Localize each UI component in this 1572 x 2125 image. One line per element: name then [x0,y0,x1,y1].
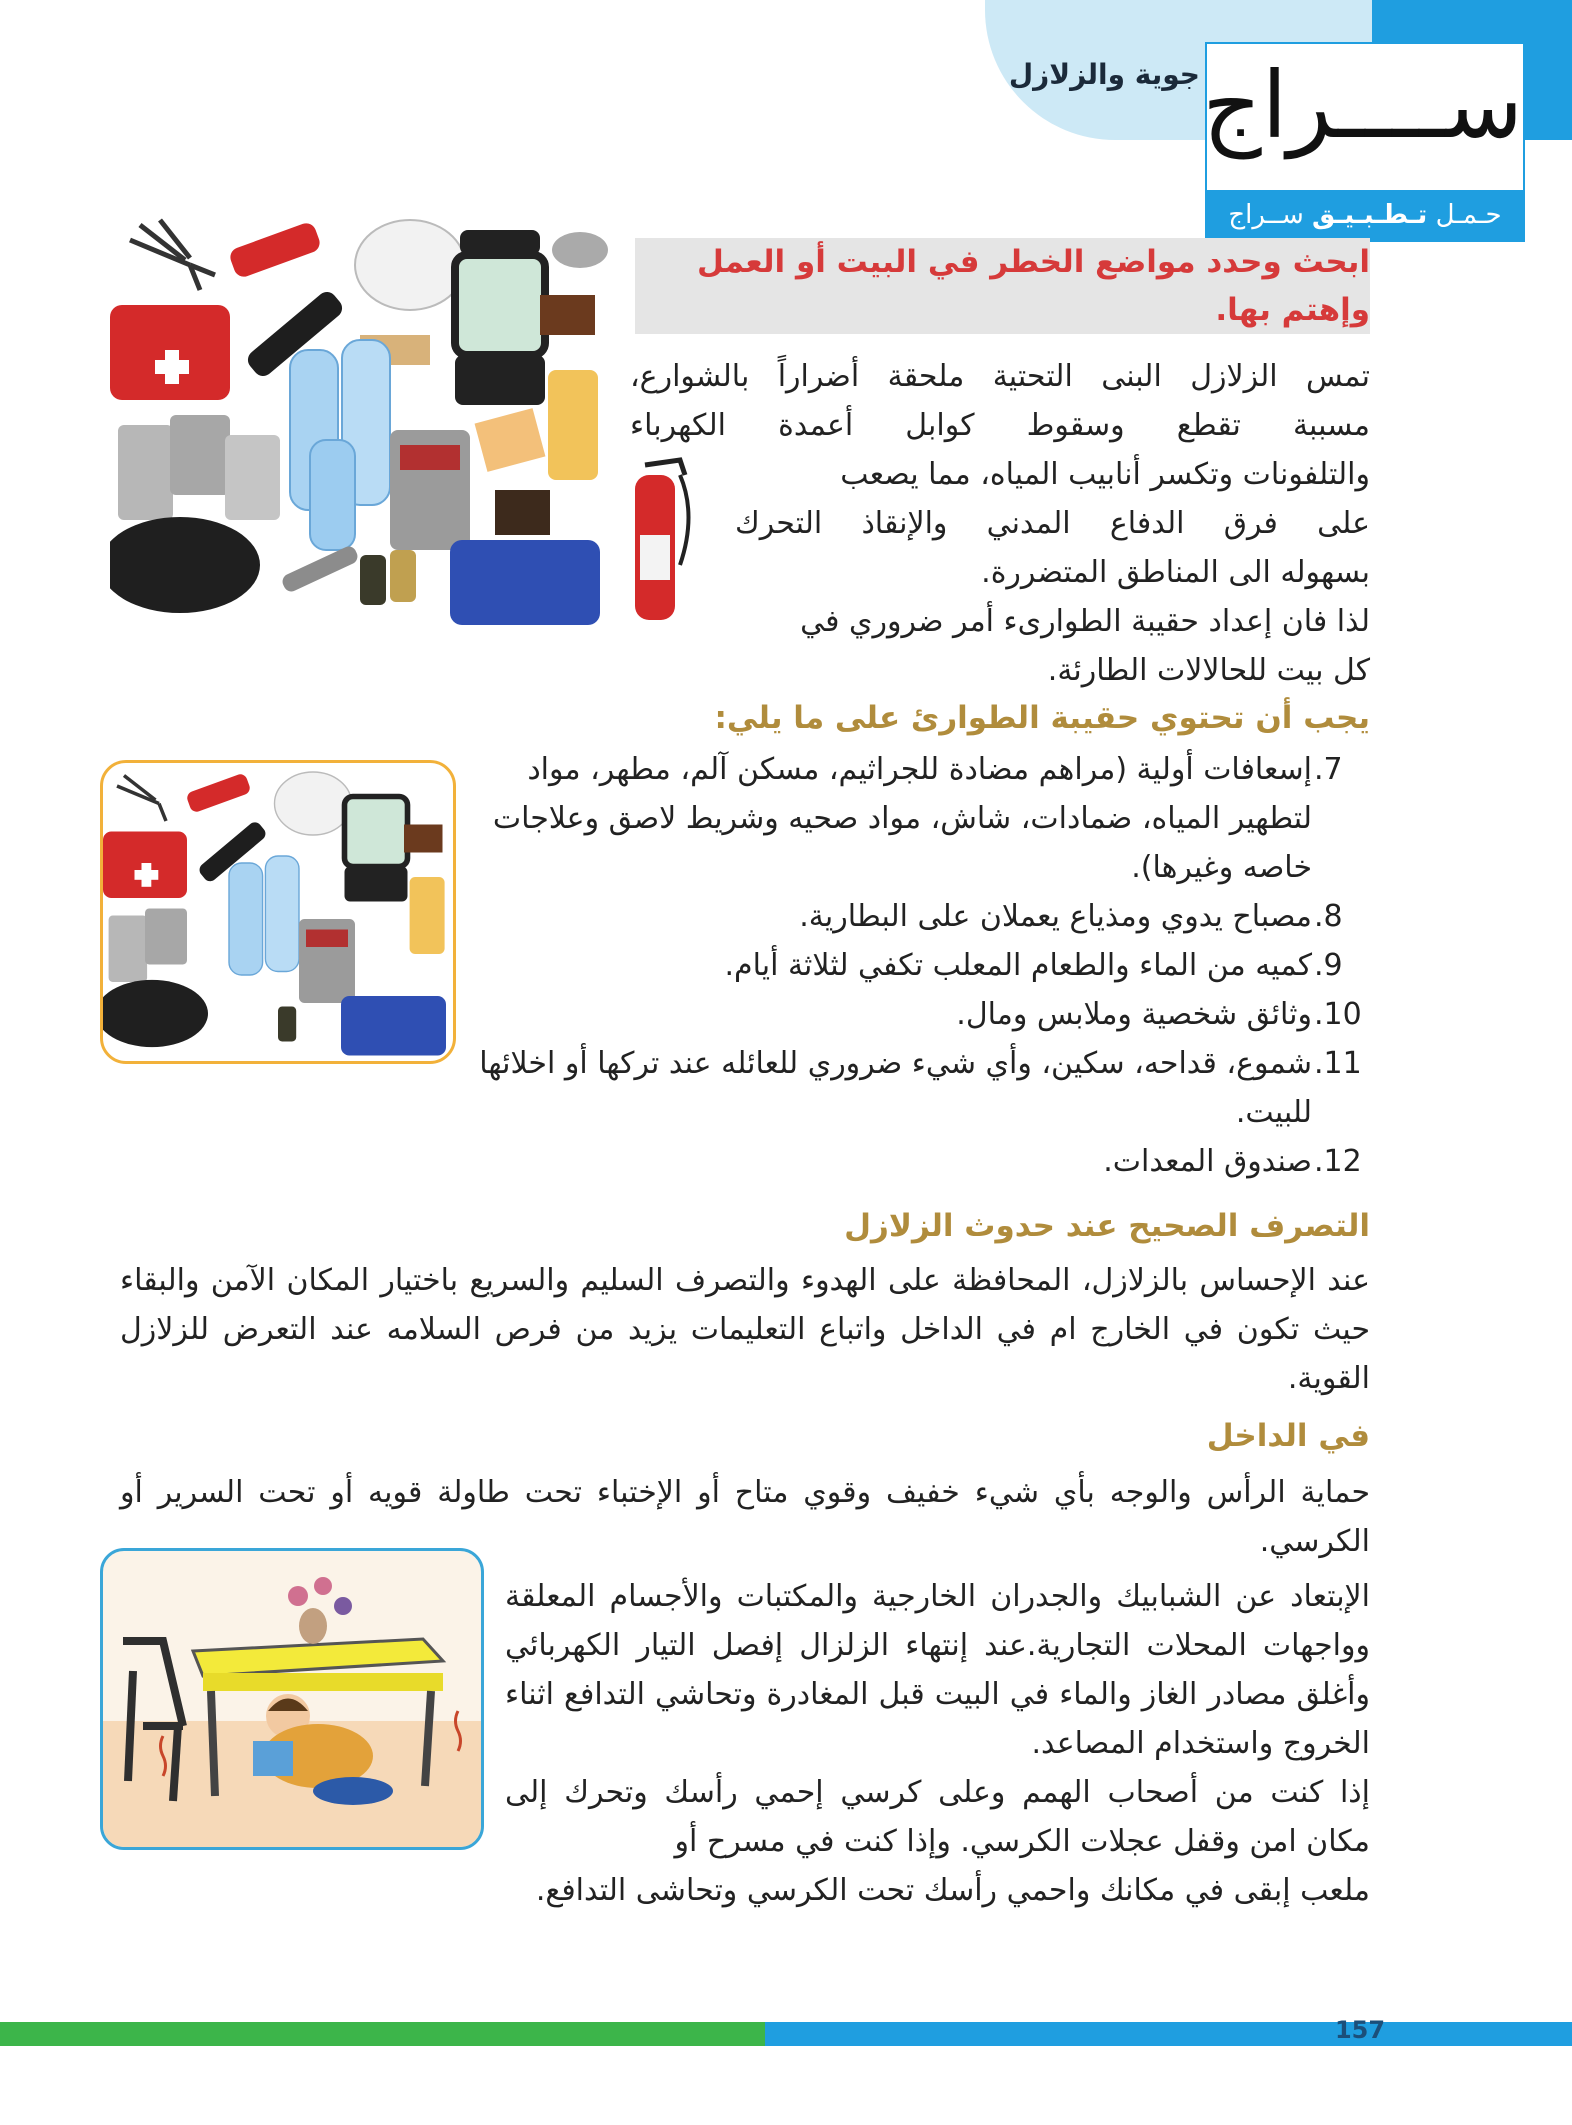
behavior-heading: التصرف الصحيح عند حدوث الزلازل [844,1208,1370,1244]
inside-paragraph-2: الإبتعاد عن الشبابيك والجدران الخارجية والمكتبات والأجسام المعلقة وواجهات المحلات التجارية.عند إنتهاء الزلزال إفصل التيار الكهربائي وأغلق مصادر الغاز والماء في البيت قبل المغادرة وتحاشي التدافع اثناء الخروج واستخدام المصاعد. [505,1579,1370,1761]
chapter-title: جوية والزلازل [1008,58,1200,91]
list-item: 11. شموع، قداحه، سكين، وأي شيء ضروري للعائله عند تركها أو اخلائها للبيت. [479,1046,1362,1130]
footer-bar-blue [765,2022,1572,2046]
siraj-logo[interactable] [1202,42,1525,242]
list-item: 10. وثائق شخصية وملابس ومال. [956,997,1362,1032]
list-item: 9. كميه من الماء والطعام المعلب تكفي لثلاثة أيام. [724,948,1343,983]
intro-paragraph-cont-1: والتلفونات وتكسر أنابيب المياه، مما يصعب [840,457,1370,492]
kit-heading: يجب أن تحتوي حقيبة الطوارئ على ما يلي: [714,700,1370,736]
hazard-heading: ابحث وحدد مواضع الخطر في البيت أو العمل وإهتم بها. [635,238,1370,334]
kit-image-small [100,760,456,1064]
inside-paragraph-3: إذا كنت من أصحاب الهمم وعلى كرسي إحمي رأسك وتحرك إلى مكان امن وقفل عجلات الكرسي. وإذا كنت في مسرح أو [505,1775,1370,1859]
kit-list [470,745,1370,1186]
list-item: 12. صندوق المعدات. [1103,1144,1362,1179]
list-item: 8. مصباح يدوي ومذياع يعملان على البطارية. [799,899,1343,934]
behavior-paragraph: عند الإحساس بالزلازل، المحافظة على الهدوء والتصرف السليم والسريع باختيار المكان الآمن والبقاء حيث تكون في الخارج ام في الداخل واتباع التعليمات يزيد من فرص السلامه عند التعرض للزلازل القوية. [120,1263,1370,1396]
inside-heading: في الداخل [1206,1418,1370,1454]
page-number: 157 [1334,2016,1386,2044]
emergency-kit-image [110,210,610,630]
intro-paragraph: تمس الزلازل البنى التحتية ملحقة أضراراً بالشوارع، مسببة تقطع وسقوط كوابل أعمدة الكهرباء [630,359,1370,443]
logo-word: ســــراج [1202,52,1523,159]
earthquake-table-illustration [100,1548,484,1850]
inside-paragraph-4: ملعب إبقى في مكانك واحمي رأسك تحت الكرسي وتحاشى التدافع. [535,1873,1370,1908]
logo-tagline: حـمـل تـطـبـيـق ســراج [1207,190,1523,240]
footer-bar-green [0,2022,765,2046]
intro-paragraph-cont-2: على فرق الدفاع المدني والإنقاذ التحرك بسهوله الى المناطق المتضررة. لذا فان إعداد حقيبة الطوارىء أمر ضروري في كل بيت للحالالات الطارئة. [735,506,1370,688]
list-item: 7. إسعافات أولية (مراهم مضادة للجراثيم، مسكن آلم، مطهر، مواد لتطهير المياه، ضمادات، شاش، مواد صحيه وشريط لاصق وعلاجات خاصه وغيرها). [492,752,1343,885]
inside-paragraph-1: حماية الرأس والوجه بأي شيء خفيف وقوي متاح أو الإختباء تحت طاولة قويه أو تحت السرير أو الكرسي. [120,1475,1370,1559]
